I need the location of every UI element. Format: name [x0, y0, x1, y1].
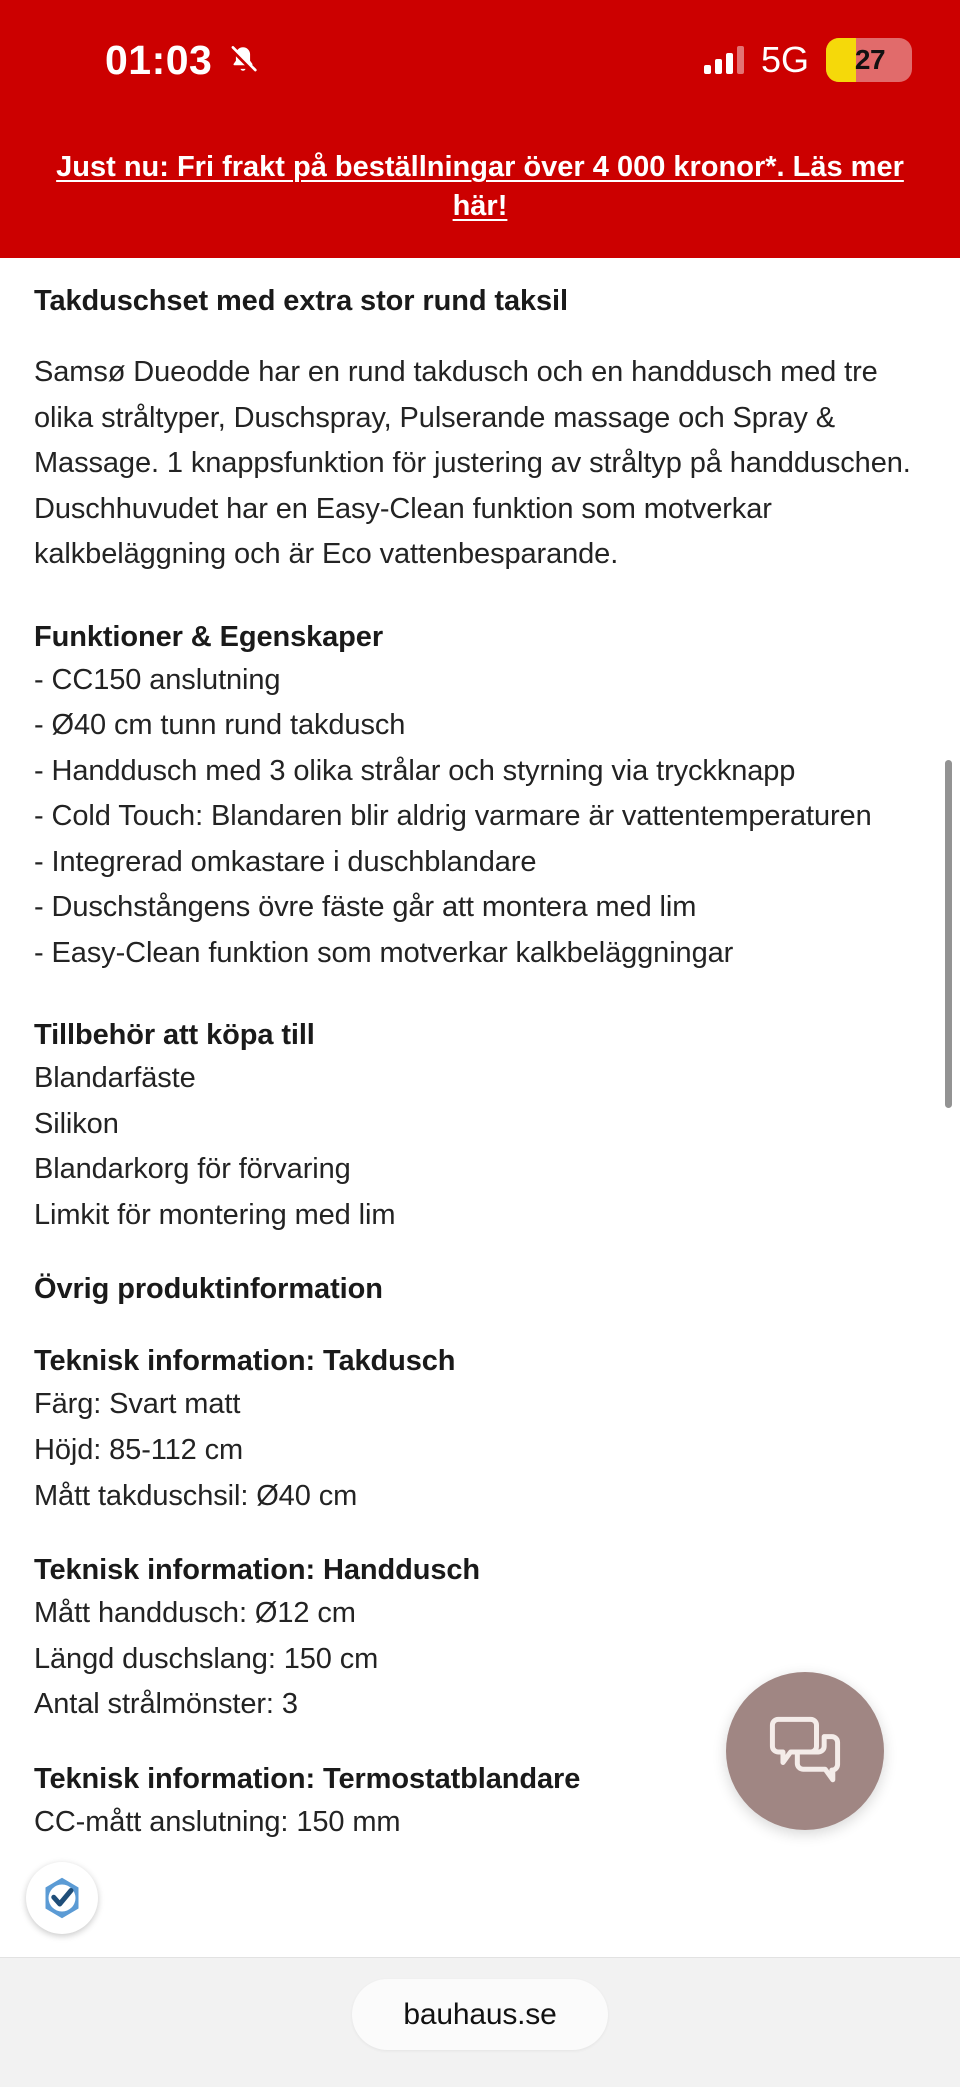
url-bar[interactable]: [352, 1979, 608, 2050]
tech-row: Mått handdusch: Ø12 cm: [34, 1597, 356, 1630]
url-text: bauhaus.se: [403, 1997, 557, 2031]
tech-section-heading-termostatblandare: Teknisk information: Termostatblandare: [34, 1762, 581, 1795]
accessory-item: Blandarfäste: [34, 1062, 196, 1095]
status-bar-left: [105, 36, 260, 83]
feature-item: - Easy-Clean funktion som motverkar kalkbeläggningar: [34, 936, 734, 969]
browser-bottom-bar: [0, 1958, 960, 2087]
feature-item: - Integrerad omkastare i duschblandare: [34, 845, 537, 878]
feature-item: - Handdusch med 3 olika strålar och styrning via tryckknapp: [34, 754, 796, 787]
signal-bars-icon: [704, 46, 744, 74]
tech-row: Antal strålmönster: 3: [34, 1688, 298, 1721]
intro-paragraph: Samsø Dueodde har en rund takdusch och en handdusch med tre olika stråltyper, Duschspray, Pulserande massage och Spray & Massage. 1 knappsfunktion för justering av stråltyp på handduschen. Duschhuvudet har en Easy-Clean funktion som motverkar kalkbeläggning och är Eco vattenbesparande.: [34, 356, 911, 571]
verified-check-icon: [32, 1868, 92, 1928]
accessory-item: Blandarkorg för förvaring: [34, 1153, 351, 1186]
network-type-label: 5G: [760, 39, 809, 80]
feature-item: - Cold Touch: Blandaren blir aldrig varmare är vattentemperaturen: [34, 800, 872, 833]
promo-banner-link[interactable]: Just nu: Fri frakt på beställningar över 4 000 kronor*. Läs mer här!: [56, 151, 904, 223]
tech-row: Färg: Svart matt: [34, 1388, 241, 1421]
red-header-area: [0, 0, 960, 258]
vertical-scrollbar[interactable]: [945, 760, 952, 1108]
feature-item: - Ø40 cm tunn rund takdusch: [34, 709, 406, 742]
status-bar: [0, 0, 960, 120]
promo-banner[interactable]: [0, 148, 960, 226]
tech-row: CC-mått anslutning: 150 mm: [34, 1805, 401, 1838]
status-bar-right: [704, 38, 912, 82]
battery-percent-label: 27: [854, 44, 886, 75]
tech-row: Mått takduschsil: Ø40 cm: [34, 1479, 358, 1512]
accessory-item: Silikon: [34, 1107, 119, 1140]
feature-item: - CC150 anslutning: [34, 663, 281, 696]
bell-muted-icon: [226, 43, 260, 77]
tech-section-heading-handdusch: Teknisk information: Handdusch: [34, 1554, 481, 1587]
tech-row: Höjd: 85-112 cm: [34, 1434, 244, 1466]
accessories-heading: Tillbehör att köpa till: [34, 1019, 315, 1052]
status-time: 01:03: [105, 36, 213, 83]
product-description-content: [0, 258, 960, 1845]
tech-section-heading-takdusch: Teknisk information: Takdusch: [34, 1345, 456, 1378]
other-info-heading: Övrig produktinformation: [34, 1273, 383, 1306]
accessory-item: Limkit för montering med lim: [34, 1198, 396, 1231]
verified-trust-badge[interactable]: [26, 1862, 98, 1934]
tech-row: Längd duschslang: 150 cm: [34, 1642, 379, 1675]
feature-item: - Duschstångens övre fäste går att montera med lim: [34, 891, 697, 924]
page-title: Takduschset med extra stor rund taksil: [34, 285, 568, 317]
chat-widget-button[interactable]: [726, 1672, 884, 1830]
battery-indicator: [826, 38, 912, 82]
features-heading: Funktioner & Egenskaper: [34, 620, 383, 653]
chat-bubbles-icon: [759, 1705, 851, 1797]
